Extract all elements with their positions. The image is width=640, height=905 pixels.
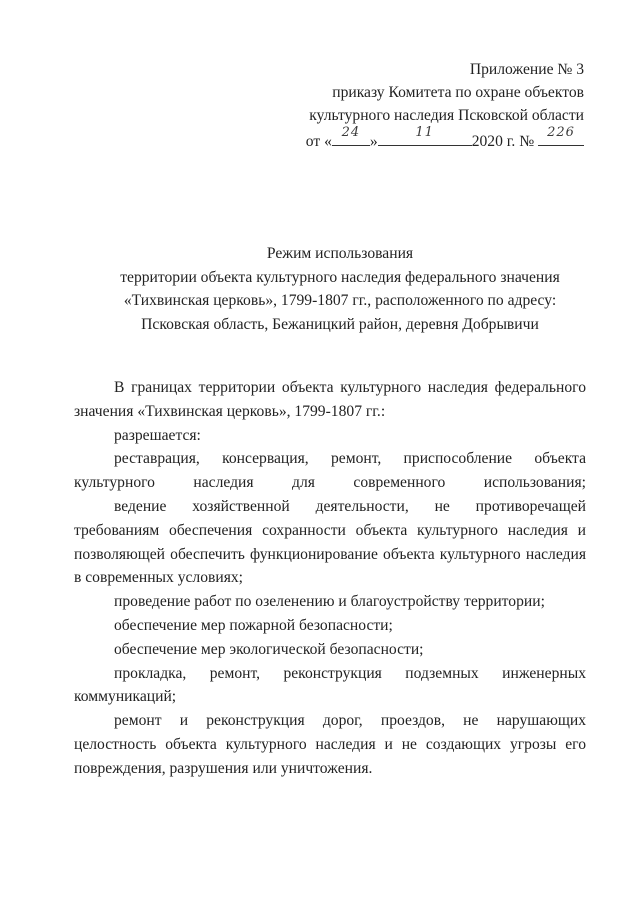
date-quote-close: » [369,133,378,150]
list-item-restoration: реставрация, консервация, ремонт, приспособление объекта культурного наследия для современного использования; [74,450,586,492]
title-line-4: Псковская область, Бежаницкий район, деревня Добрывичи [141,315,539,333]
committee-name: культурного наследия Псковской области [309,107,584,124]
list-item-landscaping: проведение работ по озеленению и благоустройству территории; [114,593,545,611]
list-item-fire-safety: обеспечение мер пожарной безопасности; [114,616,393,634]
number-blank [538,127,584,146]
list-item-economic-activity: ведение хозяйственной деятельности, не противоречащей требованиям обеспечения сохранности объекта культурного наследия и позволяющей обеспечить функционирование объекта культурного наследия в современных условиях; [74,497,586,587]
document-title [40,242,640,336]
permitted-label: разрешается: [114,426,201,444]
month-blank [378,127,472,146]
date-prefix: от « [305,133,332,150]
order-reference: приказу Комитета по охране объектов [332,84,584,101]
handwritten-day: 24 [341,125,361,140]
list-item-roads: ремонт и реконструкция дорог, проездов, не нарушающих целостность объекта культурного наследия и не создающих угрозы его повреждения, разрушения или уничтожения. [74,712,586,777]
appendix-header [306,58,584,153]
document-body [74,376,586,781]
day-blank [332,127,370,146]
list-item-ecological-safety: обеспечение мер экологической безопасности; [114,640,424,658]
handwritten-number: 226 [547,125,575,140]
appendix-number: Приложение № 3 [469,61,584,78]
title-line-2: территории объекта культурного наследия федерального значения [120,268,560,286]
intro-paragraph: В границах территории объекта культурного наследия федерального значения «Тихвинская церковь», 1799-1807 гг.: [74,379,586,420]
handwritten-month: 11 [415,125,434,140]
title-line-3: «Тихвинская церковь», 1799-1807 гг., расположенного по адресу: [123,292,557,309]
title-line-1: Режим использования [266,245,414,262]
list-item-utilities: прокладка, ремонт, реконструкция подземных инженерных коммуникаций; [74,664,586,706]
year-and-number-label: 2020 г. № [471,133,535,150]
order-date-line [306,127,584,153]
